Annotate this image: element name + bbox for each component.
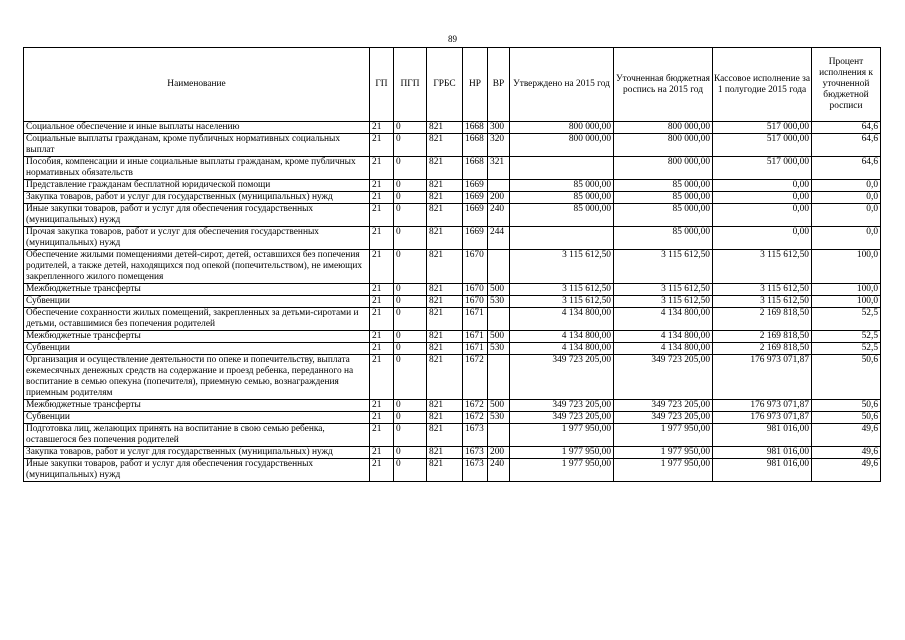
row-refined: 1 977 950,00 <box>614 424 713 447</box>
row-approved <box>510 157 614 180</box>
row-grbs: 821 <box>427 192 463 204</box>
row-vr: 244 <box>488 227 510 250</box>
table-row <box>24 134 881 157</box>
row-name: Закупка товаров, работ и услуг для государственных (муниципальных) нужд <box>24 192 370 204</box>
row-percent: 100,0 <box>812 296 881 308</box>
row-vr <box>488 180 510 192</box>
row-vr: 320 <box>488 134 510 157</box>
row-name: Обеспечение сохранности жилых помещений, закрепленных за детьми-сиротами и детьми, оставшимися без попечения родителей <box>24 308 370 331</box>
row-pgp: 0 <box>394 355 427 400</box>
row-approved: 800 000,00 <box>510 122 614 134</box>
row-grbs: 821 <box>427 204 463 227</box>
row-np: 1672 <box>463 400 488 412</box>
row-refined: 800 000,00 <box>614 134 713 157</box>
row-approved <box>510 227 614 250</box>
row-np: 1670 <box>463 296 488 308</box>
row-name: Представление гражданам бесплатной юридической помощи <box>24 180 370 192</box>
row-grbs: 821 <box>427 157 463 180</box>
row-approved: 1 977 950,00 <box>510 424 614 447</box>
header-pgp: ПГП <box>394 48 427 122</box>
row-refined: 85 000,00 <box>614 192 713 204</box>
row-name: Прочая закупка товаров, работ и услуг для обеспечения государственных (муниципальных) нужд <box>24 227 370 250</box>
row-pgp: 0 <box>394 250 427 284</box>
row-vr: 530 <box>488 412 510 424</box>
table-row <box>24 296 881 308</box>
row-approved: 4 134 800,00 <box>510 308 614 331</box>
row-gp: 21 <box>370 192 394 204</box>
header-gp: ГП <box>370 48 394 122</box>
row-name: Закупка товаров, работ и услуг для государственных (муниципальных) нужд <box>24 447 370 459</box>
row-percent: 49,6 <box>812 424 881 447</box>
row-cash: 2 169 818,50 <box>713 308 812 331</box>
row-vr <box>488 250 510 284</box>
row-vr <box>488 424 510 447</box>
row-percent: 0,0 <box>812 192 881 204</box>
row-grbs: 821 <box>427 447 463 459</box>
row-percent: 52,5 <box>812 308 881 331</box>
row-refined: 3 115 612,50 <box>614 250 713 284</box>
row-gp: 21 <box>370 412 394 424</box>
row-np: 1672 <box>463 355 488 400</box>
row-np: 1668 <box>463 134 488 157</box>
row-percent: 0,0 <box>812 227 881 250</box>
table-row <box>24 459 881 482</box>
row-approved: 4 134 800,00 <box>510 331 614 343</box>
row-cash: 981 016,00 <box>713 424 812 447</box>
row-gp: 21 <box>370 459 394 482</box>
table-header-row <box>24 48 881 122</box>
row-np: 1673 <box>463 459 488 482</box>
header-approved: Утверждено на 2015 год <box>510 48 614 122</box>
row-approved: 85 000,00 <box>510 192 614 204</box>
row-refined: 3 115 612,50 <box>614 284 713 296</box>
row-percent: 64,6 <box>812 122 881 134</box>
row-vr: 500 <box>488 331 510 343</box>
row-cash: 3 115 612,50 <box>713 284 812 296</box>
row-approved: 4 134 800,00 <box>510 343 614 355</box>
row-percent: 52,5 <box>812 331 881 343</box>
row-pgp: 0 <box>394 459 427 482</box>
row-cash: 517 000,00 <box>713 122 812 134</box>
row-pgp: 0 <box>394 284 427 296</box>
row-vr <box>488 355 510 400</box>
row-np: 1670 <box>463 250 488 284</box>
row-cash: 0,00 <box>713 204 812 227</box>
row-approved: 349 723 205,00 <box>510 412 614 424</box>
row-cash: 0,00 <box>713 192 812 204</box>
row-cash: 176 973 071,87 <box>713 412 812 424</box>
row-vr: 321 <box>488 157 510 180</box>
table-row <box>24 157 881 180</box>
row-percent: 64,6 <box>812 157 881 180</box>
table-row <box>24 343 881 355</box>
row-cash: 0,00 <box>713 227 812 250</box>
row-refined: 4 134 800,00 <box>614 331 713 343</box>
row-vr: 530 <box>488 296 510 308</box>
row-grbs: 821 <box>427 459 463 482</box>
row-name: Пособия, компенсации и иные социальные выплаты гражданам, кроме публичных нормативных обязательств <box>24 157 370 180</box>
row-pgp: 0 <box>394 412 427 424</box>
row-approved: 85 000,00 <box>510 180 614 192</box>
row-np: 1669 <box>463 192 488 204</box>
row-refined: 3 115 612,50 <box>614 296 713 308</box>
table-row <box>24 204 881 227</box>
row-np: 1671 <box>463 343 488 355</box>
row-refined: 1 977 950,00 <box>614 447 713 459</box>
row-pgp: 0 <box>394 447 427 459</box>
row-np: 1672 <box>463 412 488 424</box>
row-refined: 1 977 950,00 <box>614 459 713 482</box>
row-refined: 85 000,00 <box>614 227 713 250</box>
row-gp: 21 <box>370 447 394 459</box>
row-pgp: 0 <box>394 192 427 204</box>
row-cash: 517 000,00 <box>713 157 812 180</box>
header-grbs: ГРБС <box>427 48 463 122</box>
row-name: Организация и осуществление деятельности по опеке и попечительству, выплата ежемесячных денежных средств на содержание и проезд ребенка, переданного на воспитание в семью опекуна (попечителя), приемную семью, вознаграждения приемным родителям <box>24 355 370 400</box>
table-row <box>24 412 881 424</box>
row-name: Субвенции <box>24 296 370 308</box>
row-approved: 800 000,00 <box>510 134 614 157</box>
row-gp: 21 <box>370 400 394 412</box>
row-cash: 3 115 612,50 <box>713 296 812 308</box>
row-percent: 0,0 <box>812 180 881 192</box>
row-grbs: 821 <box>427 424 463 447</box>
row-gp: 21 <box>370 122 394 134</box>
table-row <box>24 122 881 134</box>
row-gp: 21 <box>370 308 394 331</box>
row-np: 1669 <box>463 204 488 227</box>
row-grbs: 821 <box>427 343 463 355</box>
row-cash: 981 016,00 <box>713 459 812 482</box>
row-refined: 349 723 205,00 <box>614 400 713 412</box>
row-pgp: 0 <box>394 227 427 250</box>
row-approved: 3 115 612,50 <box>510 250 614 284</box>
row-refined: 85 000,00 <box>614 204 713 227</box>
row-pgp: 0 <box>394 122 427 134</box>
row-percent: 49,6 <box>812 447 881 459</box>
table-row <box>24 331 881 343</box>
row-np: 1668 <box>463 122 488 134</box>
row-pgp: 0 <box>394 308 427 331</box>
row-name: Межбюджетные трансферты <box>24 400 370 412</box>
row-approved: 85 000,00 <box>510 204 614 227</box>
row-vr: 200 <box>488 192 510 204</box>
row-refined: 85 000,00 <box>614 180 713 192</box>
row-approved: 349 723 205,00 <box>510 400 614 412</box>
row-pgp: 0 <box>394 180 427 192</box>
row-vr <box>488 308 510 331</box>
row-pgp: 0 <box>394 343 427 355</box>
row-np: 1669 <box>463 180 488 192</box>
header-refined: Уточненная бюджетная роспись на 2015 год <box>614 48 713 122</box>
row-percent: 0,0 <box>812 204 881 227</box>
row-grbs: 821 <box>427 308 463 331</box>
row-name: Подготовка лиц, желающих принять на воспитание в свою семью ребенка, оставшегося без попечения родителей <box>24 424 370 447</box>
row-gp: 21 <box>370 331 394 343</box>
row-gp: 21 <box>370 134 394 157</box>
page-number: 89 <box>448 34 457 44</box>
row-gp: 21 <box>370 227 394 250</box>
table-row <box>24 355 881 400</box>
row-name: Субвенции <box>24 412 370 424</box>
row-vr: 500 <box>488 400 510 412</box>
row-percent: 64,6 <box>812 134 881 157</box>
row-cash: 981 016,00 <box>713 447 812 459</box>
row-name: Субвенции <box>24 343 370 355</box>
row-cash: 2 169 818,50 <box>713 331 812 343</box>
row-grbs: 821 <box>427 412 463 424</box>
row-percent: 50,6 <box>812 412 881 424</box>
row-np: 1671 <box>463 308 488 331</box>
row-np: 1669 <box>463 227 488 250</box>
row-np: 1670 <box>463 284 488 296</box>
header-vr: ВР <box>488 48 510 122</box>
budget-execution-table <box>23 47 881 482</box>
row-name: Социальные выплаты гражданам, кроме публичных нормативных социальных выплат <box>24 134 370 157</box>
row-gp: 21 <box>370 284 394 296</box>
row-np: 1671 <box>463 331 488 343</box>
row-gp: 21 <box>370 424 394 447</box>
row-cash: 3 115 612,50 <box>713 250 812 284</box>
row-grbs: 821 <box>427 355 463 400</box>
row-percent: 100,0 <box>812 284 881 296</box>
row-percent: 52,5 <box>812 343 881 355</box>
table-row <box>24 284 881 296</box>
row-vr: 240 <box>488 459 510 482</box>
row-cash: 0,00 <box>713 180 812 192</box>
row-grbs: 821 <box>427 296 463 308</box>
table-row <box>24 424 881 447</box>
table-row <box>24 227 881 250</box>
table-row <box>24 250 881 284</box>
row-grbs: 821 <box>427 122 463 134</box>
row-vr: 240 <box>488 204 510 227</box>
row-approved: 1 977 950,00 <box>510 459 614 482</box>
row-refined: 4 134 800,00 <box>614 343 713 355</box>
row-refined: 349 723 205,00 <box>614 355 713 400</box>
row-name: Социальное обеспечение и иные выплаты населению <box>24 122 370 134</box>
row-gp: 21 <box>370 180 394 192</box>
row-percent: 50,6 <box>812 400 881 412</box>
table-row <box>24 400 881 412</box>
row-approved: 1 977 950,00 <box>510 447 614 459</box>
row-grbs: 821 <box>427 284 463 296</box>
row-vr: 300 <box>488 122 510 134</box>
row-pgp: 0 <box>394 204 427 227</box>
table-row <box>24 447 881 459</box>
row-np: 1673 <box>463 447 488 459</box>
row-gp: 21 <box>370 157 394 180</box>
row-gp: 21 <box>370 296 394 308</box>
row-pgp: 0 <box>394 157 427 180</box>
row-np: 1668 <box>463 157 488 180</box>
row-cash: 517 000,00 <box>713 134 812 157</box>
row-approved: 3 115 612,50 <box>510 296 614 308</box>
row-approved: 349 723 205,00 <box>510 355 614 400</box>
row-grbs: 821 <box>427 250 463 284</box>
table-row <box>24 308 881 331</box>
row-grbs: 821 <box>427 331 463 343</box>
row-name: Обеспечение жилыми помещениями детей-сирот, детей, оставшихся без попечения родителей, а также детей, находящихся под опекой (попечительством), не имеющих закрепленного жилого помещения <box>24 250 370 284</box>
row-np: 1673 <box>463 424 488 447</box>
row-pgp: 0 <box>394 400 427 412</box>
row-refined: 800 000,00 <box>614 157 713 180</box>
row-refined: 4 134 800,00 <box>614 308 713 331</box>
row-name: Иные закупки товаров, работ и услуг для обеспечения государственных (муниципальных) нужд <box>24 204 370 227</box>
row-percent: 49,6 <box>812 459 881 482</box>
row-refined: 800 000,00 <box>614 122 713 134</box>
header-np: НР <box>463 48 488 122</box>
row-gp: 21 <box>370 250 394 284</box>
row-grbs: 821 <box>427 180 463 192</box>
row-cash: 176 973 071,87 <box>713 400 812 412</box>
row-refined: 349 723 205,00 <box>614 412 713 424</box>
row-pgp: 0 <box>394 134 427 157</box>
row-vr: 500 <box>488 284 510 296</box>
row-grbs: 821 <box>427 400 463 412</box>
row-percent: 50,6 <box>812 355 881 400</box>
row-grbs: 821 <box>427 134 463 157</box>
row-gp: 21 <box>370 355 394 400</box>
row-approved: 3 115 612,50 <box>510 284 614 296</box>
row-pgp: 0 <box>394 331 427 343</box>
row-gp: 21 <box>370 343 394 355</box>
table-row <box>24 180 881 192</box>
row-name: Иные закупки товаров, работ и услуг для обеспечения государственных (муниципальных) нужд <box>24 459 370 482</box>
row-name: Межбюджетные трансферты <box>24 331 370 343</box>
row-name: Межбюджетные трансферты <box>24 284 370 296</box>
row-vr: 530 <box>488 343 510 355</box>
header-name: Наименование <box>24 48 370 122</box>
row-grbs: 821 <box>427 227 463 250</box>
header-cash: Кассовое исполнение за 1 полугодие 2015 года <box>713 48 812 122</box>
row-pgp: 0 <box>394 296 427 308</box>
row-percent: 100,0 <box>812 250 881 284</box>
row-cash: 176 973 071,87 <box>713 355 812 400</box>
row-cash: 2 169 818,50 <box>713 343 812 355</box>
table-row <box>24 192 881 204</box>
row-pgp: 0 <box>394 424 427 447</box>
row-vr: 200 <box>488 447 510 459</box>
header-percent: Процент исполнения к уточненной бюджетной росписи <box>812 48 881 122</box>
row-gp: 21 <box>370 204 394 227</box>
